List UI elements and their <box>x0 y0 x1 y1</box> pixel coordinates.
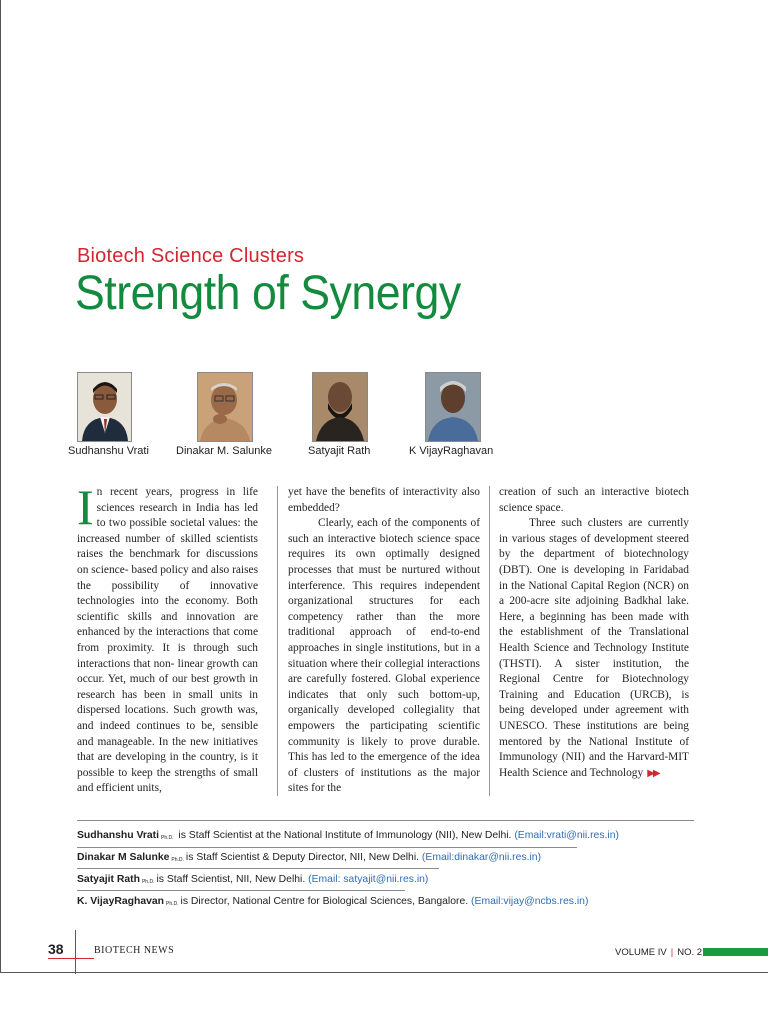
bio-degree: Ph.D. <box>160 835 174 841</box>
paragraph <box>77 479 258 797</box>
article-column-3 <box>499 485 689 781</box>
bio-text: is Staff Scientist & Deputy Director, NII, New Delhi. <box>185 852 422 863</box>
bio-name: Sudhanshu Vrati <box>77 830 159 841</box>
author-name-vijayraghavan: K VijayRaghavan <box>409 445 494 457</box>
bio-degree: Ph.D. <box>166 901 179 907</box>
footer-crosshair-vertical <box>75 930 76 974</box>
page-frame-left <box>0 0 1 972</box>
paragraph-text: Three such clusters are currently in various stages of development steered by the department of biotechnology (DBT). One is developing in Faridabad in the National Capital Region (NCR) on a 200-acre site adjoining Badkhal lake. Here, a beginning has been made with the establishment of the Translational Health Science and Technology Institute (THSTI). A sister institution, the Regional Centre for Biotechnology Training and Education (URCB), is being developed under agreement with UNESCO. These institutions are being mentored by the National Institute of Immunology (NII) and the Harvard-MIT Health Science and Technology <box>499 517 689 779</box>
magazine-name: BIOTECH NEWS <box>94 945 175 956</box>
bio-salunke <box>77 852 541 863</box>
article-column-2 <box>288 485 480 797</box>
paragraph: creation of such an interactive biotech science space. <box>499 486 689 514</box>
page-number: 38 <box>48 941 64 957</box>
bio-degree: Ph.D. <box>141 879 155 885</box>
bio-email[interactable]: (Email:vijay@ncbs.res.in) <box>471 896 589 907</box>
bio-degree: Ph.D. <box>171 857 184 863</box>
issue-label: NO. 2 <box>677 947 703 958</box>
author-photo-vrati <box>77 372 132 442</box>
paragraph <box>499 516 689 781</box>
column-divider <box>489 486 490 796</box>
article-kicker: Biotech Science Clusters <box>77 245 305 267</box>
author-photo-rath <box>312 372 368 442</box>
volume-issue <box>615 947 702 958</box>
bio-name: Dinakar M Salunke <box>77 852 170 863</box>
bio-name: Satyajit Rath <box>77 874 140 885</box>
bio-email[interactable]: (Email:dinakar@nii.res.in) <box>421 852 542 863</box>
paragraph: yet have the benefits of interactivity also embedded? <box>288 486 480 514</box>
bio-rath <box>77 874 428 885</box>
bio-divider <box>77 847 577 848</box>
footer-crosshair-horizontal <box>48 958 94 959</box>
paragraph-text: n recent years, progress in life sciences research in India has led to two possible societal values: the increased number of skilled scientists raises the benchmark for discussions on science- based policy and also raises the possibility of innovative technologies into the economy. Both scientific skills and innovation are enhanced by the interactions that come from proximity. It is through such interactions that non- linear growth can occur. Yet, much of our best growth in research has been in small units in dispersed locations. Such growth was, and indeed continues to be, sensible and manageable. In the new initiatives that are developing in the country, is it possible to keep the strengths of small and efficient units, <box>77 486 258 795</box>
bio-divider <box>77 890 405 891</box>
author-name-rath: Satyajit Rath <box>308 445 371 457</box>
bio-divider <box>77 868 439 869</box>
volume-label: VOLUME IV <box>615 947 667 958</box>
author-photo-vijayraghavan <box>425 372 481 442</box>
volume-separator: | <box>670 947 674 958</box>
column-divider <box>277 486 278 796</box>
bio-email[interactable]: (Email:vrati@nii.res.in) <box>514 830 619 841</box>
page-frame-bottom <box>0 972 768 973</box>
bio-vijayraghavan <box>77 896 588 907</box>
article-title: Strength of Synergy <box>75 267 461 320</box>
author-name-salunke: Dinakar M. Salunke <box>176 445 272 457</box>
bio-email[interactable]: (Email: satyajit@nii.res.in) <box>308 874 429 885</box>
continued-arrow-icon: ▶▶ <box>647 767 659 779</box>
footer-accent-bar <box>703 948 768 956</box>
author-name-vrati: Sudhanshu Vrati <box>68 445 149 457</box>
bio-divider <box>77 820 694 821</box>
author-photo-salunke <box>197 372 253 442</box>
paragraph: Clearly, each of the components of such an interactive biotech science space requires its own optimally designed processes that must be nurtured without interference. This requires independent organizational structures for each competency rather than the more traditional approach of end-to-end approaches in single institutions, but in a situation where their collegial interactions are carefully fostered. Global experience indicates that only such bottom-up, organically developed collegiality that empowers the participating scientific community is likely to prove durable. This has led to the emergence of the idea of clusters of institutions as the major sites for the <box>288 517 480 795</box>
bio-vrati <box>77 830 619 841</box>
bio-text: is Staff Scientist, NII, New Delhi. <box>156 874 309 885</box>
drop-cap: I <box>77 479 94 535</box>
bio-name: K. VijayRaghavan <box>77 896 165 907</box>
bio-text: is Director, National Centre for Biological Sciences, Bangalore. <box>180 896 472 907</box>
article-column-1 <box>77 479 258 797</box>
bio-text: is Staff Scientist at the National Institute of Immunology (NII), New Delhi. <box>175 830 515 841</box>
